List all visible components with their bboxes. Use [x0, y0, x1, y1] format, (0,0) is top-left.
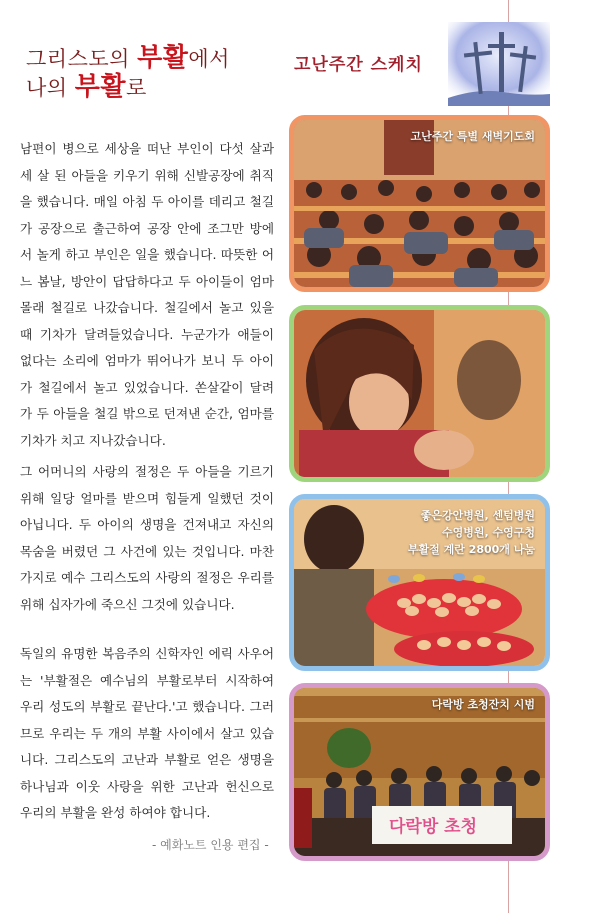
praying-woman-image [294, 310, 545, 477]
title-highlight: 부활 [137, 43, 189, 73]
paragraph-love: 그 어머니의 사랑의 절정은 두 아들을 기르기 위해 일당 얼마를 받으며 힘들게 일했던 것이 아닙니다. 두 아이의 생명을 건져내고 자신의 목숨을 버렸던 그 사건에 있는 것입니다. 마찬가지로 예수 그리스도의 사랑의 절정은 우리를 위해 십자가에 죽으신 그것에 있습니다. [20, 464, 274, 612]
caption-line: 고난주간 특별 새벽기도회 [410, 130, 535, 143]
caption-line: 부활절 계란 2800개 나눔 [407, 543, 535, 556]
photo-caption [432, 696, 535, 713]
banner-text: 다락방 초청 [389, 817, 478, 837]
photo-darakbang-event [289, 683, 550, 861]
credit-note: - 예화노트 인용 편집 - [152, 838, 269, 852]
title-line-1 [26, 44, 230, 73]
title-text: 에서 [188, 47, 230, 71]
caption-line: 다락방 초청잔치 시범 [431, 698, 535, 711]
paragraph-story: 남편이 병으로 세상을 떠난 부인이 다섯 살과 세 살 된 아들을 키우기 위해 신발공장에 취직을 했습니다. 매일 아침 두 아이를 데리고 철길 가 공장으로 출근하여 공장 안에 조그만 방에서 놀게 하고 부인은 일을 했습니다. 따뜻한 어느 봄날, 방안이 답답하다고 두 아이들이 엄마 몰래 철길로 나갔습니다. 철길에서 놀고 있을 때 기차가 달려들었습니다. 누군가가 애들이 없다는 소리에 엄마가 뛰어나가 보니 두 아이가 철길에서 놀고 있었습니다. 쏜살같이 달려가 두 아들을 철길 밖으로 던져낸 순간, 엄마를 기차가 치고 지나갔습니다. [20, 141, 274, 448]
title-highlight: 부활 [74, 72, 126, 102]
title-line-2 [26, 73, 230, 102]
article-title [26, 44, 230, 102]
caption-line: 좋은강안병원, 센텀병원 [420, 509, 535, 522]
caption-line: 수영병원, 수영구청 [441, 526, 535, 539]
paragraph-resurrection: 독일의 유명한 복음주의 신학자인 에릭 사우어는 '부활절은 예수님의 부활로부터 시작하여 우리 성도의 부활로 끝난다.'고 했습니다. 그러므로 우리는 두 개의 부활 사이에서 살고 있습니다. 그리스도의 고난과 부활로 얻은 생명을 하나님과 이웃 사랑을 위한 고난과 헌신으로 우리의 부활을 완성 하여야 합니다. [20, 646, 274, 820]
photo-dawn-prayer [289, 115, 550, 292]
photo-caption [408, 507, 535, 558]
title-text: 그리스도의 [26, 47, 138, 71]
sketch-section-title: 고난주간 스케치 [294, 55, 423, 75]
title-text: 로 [125, 76, 147, 100]
photo-praying-woman [289, 305, 550, 482]
darakbang-event-image [294, 688, 545, 856]
title-text: 나의 [26, 76, 75, 100]
three-crosses-icon [448, 22, 550, 106]
photo-easter-eggs [289, 494, 550, 671]
photo-caption [410, 128, 535, 145]
prayer-congregation-image [294, 120, 545, 287]
